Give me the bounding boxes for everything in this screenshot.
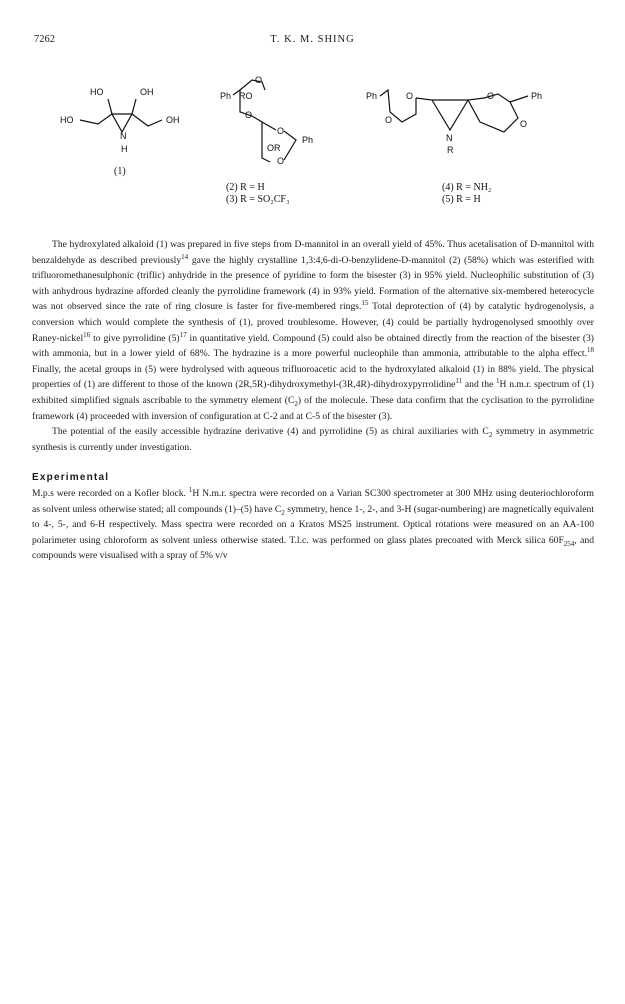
paragraph-outlook	[32, 424, 594, 455]
c2-phenyl-side: Ph	[302, 135, 314, 145]
running-head: T. K. M. SHING	[270, 34, 355, 45]
c4-nitrogen: N	[446, 133, 453, 143]
c1-label: (1)	[114, 166, 126, 177]
text-run: M.p.s were recorded on a Kofler block.	[32, 487, 189, 499]
c1-ho-top-left: HO	[90, 87, 104, 97]
text-run: The potential of the easily accessible hydrazine derivative (4) and pyrrolidine (5) as chiral auxiliaries with C	[52, 426, 489, 438]
c1-oh-top-right: OH	[140, 87, 154, 97]
text-run: gave the highly crystalline 1,3:4,6-di-O-benzylidene-D-mannitol (2) (58%) which was esterified with trifluoromethanesulphonic (triflic) anhydride in the presence of pyridine to form the bisester (3) in 95% yield. Nucleophilic substitution of (3) with anhydrous hydrazine afforded cleanly the pyrrolidine framework (4) in 93% yield. Formation of the alternative six-membered heterocycle was not observed since the rate of ring closure is faster for five-membered rings.	[32, 254, 594, 313]
c2-ro: RO	[239, 91, 253, 101]
text-run: and the	[462, 379, 497, 391]
c2-or: OR	[267, 143, 281, 153]
structure-compound-4-5	[366, 90, 542, 205]
page-number: 7262	[34, 34, 55, 45]
c1-nitrogen: N	[120, 131, 127, 141]
chemical-structures	[40, 62, 600, 222]
subscript-2: 2	[294, 399, 298, 408]
text-run: symmetry, hence 1-, 2-, and 3-H (sugar-numbering) are magnetically equivalent to 4-, 5-, and 6-H respectively. Mass spectra were recorded on a Kratos MS25 instrument. Optical rotations were measured on an AA-100 polarimeter using chloroform as solvent unless otherwise stated. T.l.c. was performed on glass plates precoated with Merck silica 60F	[32, 503, 594, 546]
superscript-1: 1	[496, 377, 500, 386]
superscript-1: 1	[188, 485, 193, 494]
c1-oh-right: OH	[166, 115, 180, 125]
reference-17: 17	[179, 330, 187, 339]
c1-hydrogen: H	[121, 144, 128, 154]
reference-18: 18	[587, 345, 594, 354]
c2-oxygen-2: O	[245, 110, 253, 120]
c4-r: R	[447, 145, 454, 155]
c4-label: (4) R = NH₂	[442, 182, 492, 193]
article-body	[32, 237, 594, 564]
structure-compound-2-3	[220, 75, 313, 205]
c4-oxygen-bottom-right: O	[520, 119, 528, 129]
c4-oxygen-top-left: O	[406, 91, 414, 101]
text-run: H N.m.r. spectra were recorded on a Varian SC300 spectrometer at 300 MHz using deuteriochloroform as solvent unless otherwise stated; all compounds (1)–(5) have C	[32, 487, 594, 515]
c2-label: (2) R = H	[226, 182, 265, 193]
text-run: Finally, the acetal groups in (5) were hydrolysed with aqueous trifluoroacetic acid to the hydroxylated alkaloid (1) in 88% yield. The physical properties of (1) are different to those of the known (2R,5R)-dihydroxymethyl-(3R,4R)-dihydroxypyrrolidine	[32, 363, 594, 391]
text-run: to give pyrrolidine (5)	[90, 332, 180, 344]
text-run: ) of the molecule. These data confirm that the cyclisation to the pyrrolidine framework (4) proceeded with inversion of configuration at C-2 and at C-5 of the bisester (3).	[32, 394, 595, 422]
text-run: Total deprotection of (4) by catalytic hydrogenolysis, a conversion which would complete the synthesis of (1), proved troublesome. However, (4) could be partially hydrogenolysed smoothly over Raney-nickel	[32, 301, 594, 344]
paragraph-results	[32, 237, 594, 424]
reference-15: 15	[361, 299, 369, 308]
reference-16: 16	[83, 330, 91, 339]
c2-oxygen-4: O	[277, 156, 285, 166]
reference-11: 11	[455, 377, 463, 386]
subscript-2: 2	[488, 431, 493, 440]
text-run: , and compounds were visualised with a spray of 5% v/v	[32, 534, 595, 562]
c4-oxygen-top-right: O	[487, 91, 495, 101]
reference-14: 14	[181, 252, 189, 261]
text-run: The hydroxylated alkaloid (1) was prepared in five steps from D-mannitol in an overall yield of 45%. Thus acetalisation of D-mannitol with benzaldehyde as described previously	[32, 239, 594, 266]
paragraph-experimental	[32, 486, 594, 564]
c4-phenyl-left: Ph	[366, 91, 378, 101]
c4-phenyl-right: Ph	[531, 91, 543, 101]
section-heading-experimental: Experimental	[32, 472, 110, 484]
text-run: in quantitative yield. Compound (5) could also be obtained directly from the reaction of the bisester (3) with ammonia, but in a lower yield of 68%. The hydrazine is a more powerful nucleophile than ammonia, attributable to the alpha effect.	[32, 332, 595, 360]
c2-phenyl-top: Ph	[220, 91, 232, 101]
subscript-254: 254	[563, 539, 575, 548]
c3-label: (3) R = SO₂CF₃	[226, 194, 290, 205]
c2-oxygen-1: O	[255, 75, 263, 85]
c5-label: (5) R = H	[442, 194, 481, 205]
text-run: symmetry in asymmetric synthesis is currently under investigation.	[32, 426, 594, 453]
c1-ho-left: HO	[60, 115, 74, 125]
subscript-2: 2	[281, 508, 285, 517]
c2-oxygen-3: O	[277, 126, 285, 136]
text-run: H n.m.r. spectrum of (1) exhibited simplified signals ascribable to the symmetry element (C	[32, 379, 594, 406]
structure-compound-1	[60, 87, 180, 177]
c4-oxygen-bottom-left: O	[385, 115, 393, 125]
page-header	[32, 34, 593, 50]
